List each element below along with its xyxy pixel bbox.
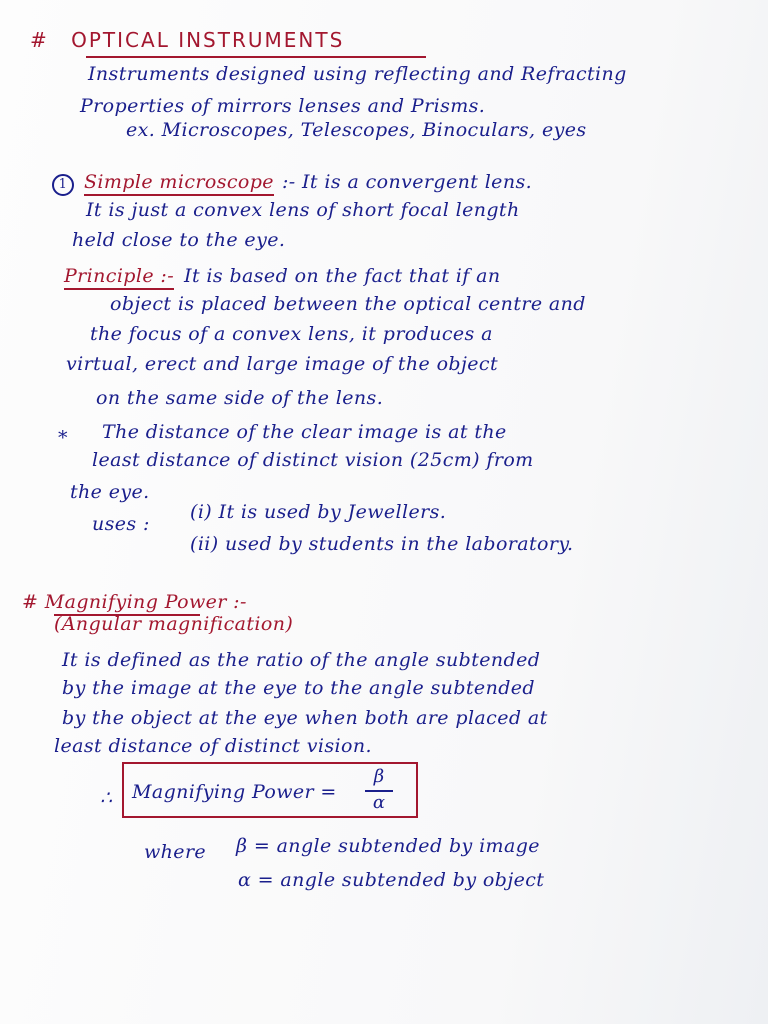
formula-label: Magnifying Power = (132, 781, 337, 803)
magnifying-line-3: by the object at the eye when both are placed at (62, 707, 548, 729)
principle-line-1: object is placed between the optical centre and (110, 293, 586, 315)
note-line-3: the eye. (70, 481, 150, 503)
intro-line-2: Properties of mirrors lenses and Prisms. (80, 95, 486, 117)
magnifying-line-1: It is defined as the ratio of the angle subtended (62, 649, 541, 671)
simple-microscope-heading (52, 170, 532, 196)
intro-line-1: Instruments designed using reflecting and Refracting (88, 63, 627, 85)
where-alpha-line: α = angle subtended by object (238, 869, 545, 891)
intro-line-3: ex. Microscopes, Telescopes, Binoculars, eyes (126, 119, 587, 141)
heading-title: OPTICAL INSTRUMENTS (71, 28, 345, 52)
heading-hash: # (30, 28, 49, 52)
principle-line-4: on the same side of the lens. (96, 387, 384, 409)
principle-label: Principle :- (64, 265, 174, 290)
simple-microscope-line-1: It is just a convex lens of short focal length (86, 199, 520, 221)
principle-line-2: the focus of a convex lens, it produces a (90, 323, 493, 345)
principle-line-0: It is based on the fact that if an (184, 265, 501, 287)
uses-label: uses : (92, 513, 150, 535)
simple-microscope-line-2: held close to the eye. (72, 229, 286, 251)
page-heading (30, 28, 344, 52)
note-line-2: least distance of distinct vision (25cm) from (92, 449, 534, 471)
heading-underline (86, 56, 426, 58)
formula-denominator: α (372, 792, 386, 813)
uses-item-2: (ii) used by students in the laboratory. (190, 533, 574, 555)
note-bullet: * (58, 427, 68, 449)
simple-microscope-title: Simple microscope (84, 171, 274, 196)
section-number: 1 (52, 174, 74, 196)
where-beta-line: β = angle subtended by image (236, 835, 540, 857)
magnifying-subtitle: (Angular magnification) (54, 613, 294, 635)
uses-item-1: (i) It is used by Jewellers. (190, 501, 447, 523)
magnifying-line-4: least distance of distinct vision. (54, 735, 372, 757)
principle-first-line (64, 264, 501, 288)
note-line-1: The distance of the clear image is at the (102, 421, 507, 443)
magnifying-title: # Magnifying Power :- (22, 591, 247, 613)
where-label: where (144, 841, 207, 863)
magnifying-line-2: by the image at the eye to the angle subtended (62, 677, 535, 699)
formula-numerator: β (373, 766, 385, 787)
therefore-symbol: ∴ (100, 787, 113, 809)
principle-line-3: virtual, erect and large image of the object (66, 353, 498, 375)
simple-microscope-title-suffix: :- It is a convergent lens. (281, 171, 533, 193)
